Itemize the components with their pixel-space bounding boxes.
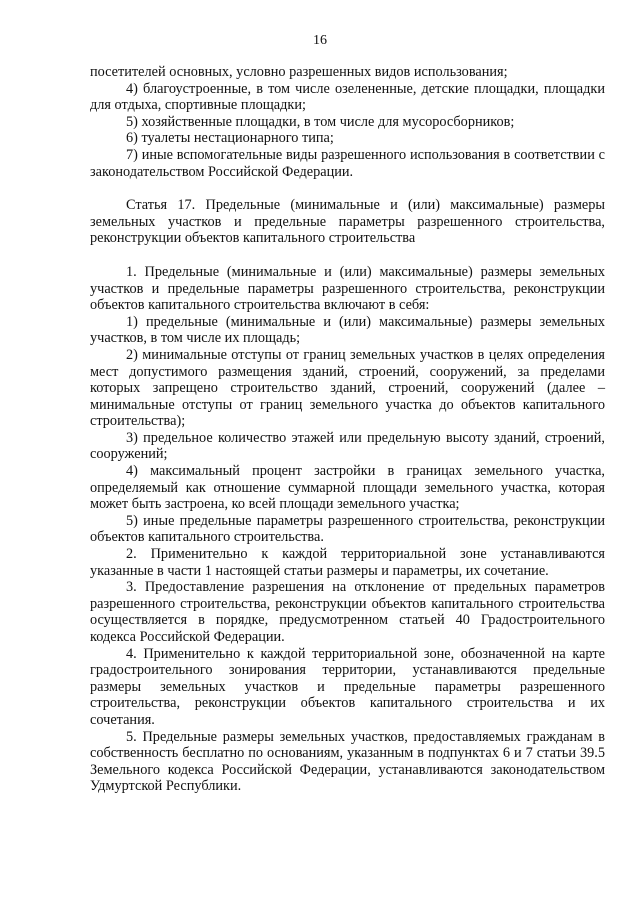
paragraph: 2) минимальные отступы от границ земельных участков в целях определения мест допустимого размещения зданий, строений, сооружений, за пределами которых запрещено строительство зданий, строений, сооружений (далее – минимальные отступы от границ земельного участка до объектов капитального строительства);: [90, 346, 605, 430]
paragraph: 1) предельные (минимальные и (или) максимальные) размеры земельных участков, в том числе их площадь;: [90, 313, 605, 347]
paragraph: посетителей основных, условно разрешенных видов использования;: [90, 64, 508, 80]
document-body: [90, 64, 605, 795]
paragraph: 7) иные вспомогательные виды разрешенного использования в соответствии с законодательством Российской Федерации.: [90, 146, 605, 180]
paragraph: 4) максимальный процент застройки в границах земельного участка, определяемый как отношение суммарной площади земельного участка, которая может быть застроена, ко всей площади земельного участка;: [90, 463, 605, 513]
article-title: Статья 17. Предельные (минимальные и (или) максимальные) размеры земельных участков и предельные параметры разрешенного строительства, реконструкции объектов капитального строительства: [90, 197, 605, 247]
page-number: 16: [313, 33, 327, 48]
paragraph: 1. Предельные (минимальные и (или) максимальные) размеры земельных участков и предельные параметры разрешенного строительства, реконструкции объектов капитального строительства включают в себя:: [90, 263, 605, 314]
paragraph: 3. Предоставление разрешения на отклонение от предельных параметров разрешенного строительства, реконструкции объектов капитального строительства осуществляется в порядке, предусмотренном статьей 40 Градостроительного кодекса Российской Федерации.: [90, 579, 605, 645]
spacer: [90, 180, 605, 197]
paragraph: 2. Применительно к каждой территориальной зоне устанавливаются указанные в части 1 настоящей статьи размеры и параметры, их сочетание.: [90, 546, 605, 579]
paragraph: 5) иные предельные параметры разрешенного строительства, реконструкции объектов капитального строительства.: [90, 512, 605, 546]
paragraph: 6) туалеты нестационарного типа;: [126, 130, 334, 147]
paragraph: 5. Предельные размеры земельных участков, предоставляемых гражданам в собственность бесплатно по основаниям, указанным в подпунктах 6 и 7 статьи 39.5 Земельного кодекса Российской Федерации, устанавливаются законодательством Удмуртской Республики.: [90, 728, 605, 795]
spacer: [90, 247, 605, 264]
paragraph: 4) благоустроенные, в том числе озелененные, детские площадки, площадки для отдыха, спортивные площадки;: [90, 80, 605, 114]
paragraph: 4. Применительно к каждой территориальной зоне, обозначенной на карте градостроительного зонирования территории, устанавливаются предельные размеры земельных участков и предельные параметры разрешенного строительства, реконструкции объектов капитального строительства и их сочетания.: [90, 645, 605, 728]
paragraph: 5) хозяйственные площадки, в том числе для мусоросборников;: [126, 113, 515, 130]
paragraph: 3) предельное количество этажей или предельную высоту зданий, строений, сооружений;: [90, 429, 605, 463]
